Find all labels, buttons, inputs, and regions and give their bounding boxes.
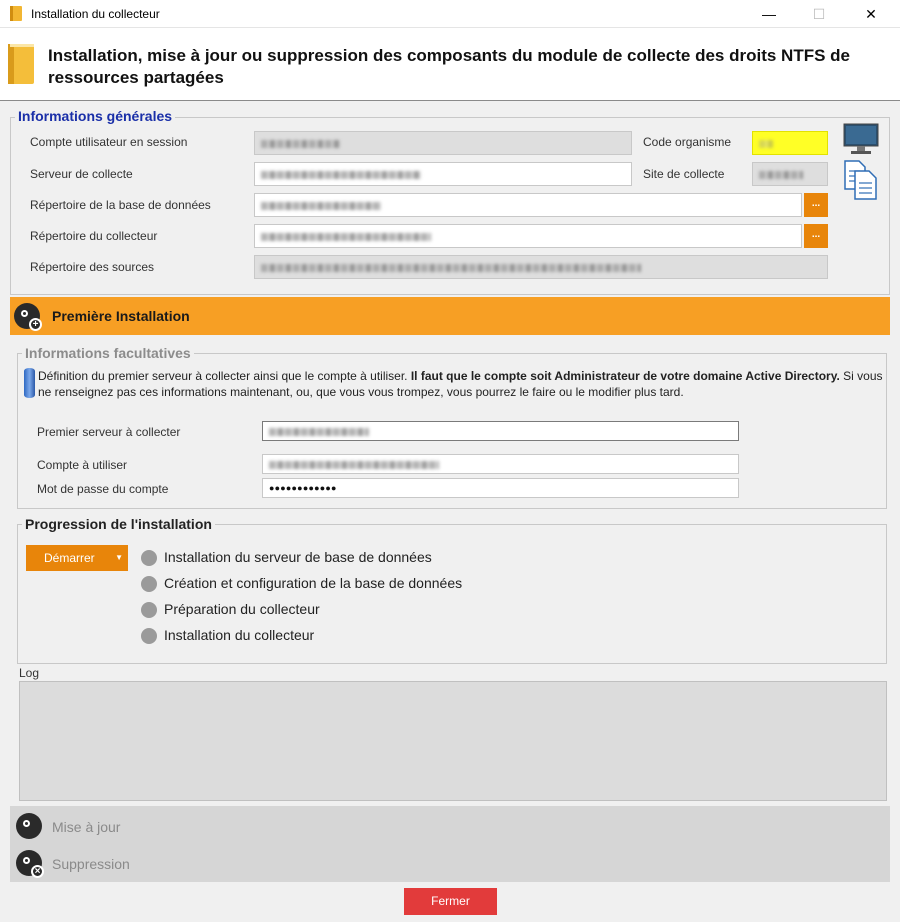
monitor-icon[interactable] (843, 123, 879, 157)
collector-dir-browse-button[interactable]: ... (804, 224, 828, 248)
db-dir-browse-button[interactable]: ... (804, 193, 828, 217)
progress-legend: Progression de l'installation (22, 516, 215, 532)
folder-icon (8, 44, 34, 84)
copy-icon[interactable] (843, 159, 879, 201)
first-server-label: Premier serveur à collecter (37, 425, 181, 439)
log-label: Log (19, 666, 40, 680)
sources-dir-field (254, 255, 828, 279)
window-titlebar (0, 0, 900, 28)
log-textarea[interactable] (19, 681, 887, 801)
server-field[interactable] (254, 162, 632, 186)
collapsed-sections (10, 806, 890, 882)
app-icon (10, 6, 22, 21)
removal-section-header[interactable]: × Suppression (16, 850, 316, 878)
status-dot-icon (141, 576, 157, 592)
window-title: Installation du collecteur (31, 7, 160, 21)
org-code-label: Code organisme (643, 135, 732, 149)
start-button[interactable]: Démarrer ▼ (26, 545, 128, 571)
optional-info-legend: Informations facultatives (22, 345, 194, 361)
server-label: Serveur de collecte (30, 167, 133, 181)
chevron-down-icon[interactable]: ▼ (115, 553, 123, 562)
close-window-button[interactable]: ✕ (865, 6, 877, 22)
password-input[interactable] (262, 478, 739, 498)
site-label: Site de collecte (643, 167, 725, 181)
user-label: Compte utilisateur en session (30, 135, 188, 149)
status-dot-icon (141, 550, 157, 566)
update-disc-icon (16, 813, 42, 839)
first-install-label: Première Installation (52, 308, 190, 324)
db-dir-label: Répertoire de la base de données (30, 198, 211, 212)
password-label: Mot de passe du compte (37, 482, 169, 496)
install-disc-icon: + (14, 303, 40, 329)
account-input[interactable] (262, 454, 739, 474)
status-dot-icon (141, 602, 157, 618)
update-section-header[interactable]: Mise à jour (16, 813, 316, 841)
password-value: ●●●●●●●●●●●● (269, 483, 337, 493)
page-header (0, 28, 900, 101)
collector-dir-field[interactable] (254, 224, 802, 248)
user-field (254, 131, 632, 155)
first-install-section-header[interactable] (10, 297, 890, 335)
close-button[interactable]: Fermer (404, 888, 497, 915)
removal-disc-icon: × (16, 850, 42, 876)
collector-dir-label: Répertoire du collecteur (30, 229, 158, 243)
minimize-button[interactable]: — (762, 6, 776, 22)
database-icon (24, 368, 35, 398)
db-dir-field[interactable] (254, 193, 802, 217)
general-info-legend: Informations générales (15, 108, 175, 124)
first-server-input[interactable] (262, 421, 739, 441)
site-field (752, 162, 828, 186)
maximize-button[interactable]: ☐ (812, 6, 826, 22)
page-title: Installation, mise à jour ou suppression des composants du module de collecte des droits NTFS de ressources partagées (48, 46, 850, 87)
optional-description: Définition du premier serveur à collecter ainsi que le compte à utiliser. Il faut que le compte soit Administrateur de votre domaine Active Directory. Si vous ne renseignez pas ces informations maintenant, ou, que vous vous trompez, vous pourrez le faire ou le modifier plus tard. (38, 369, 883, 399)
sources-dir-label: Répertoire des sources (30, 260, 155, 274)
account-label: Compte à utiliser (37, 458, 128, 472)
org-code-field[interactable] (752, 131, 828, 155)
status-dot-icon (141, 628, 157, 644)
